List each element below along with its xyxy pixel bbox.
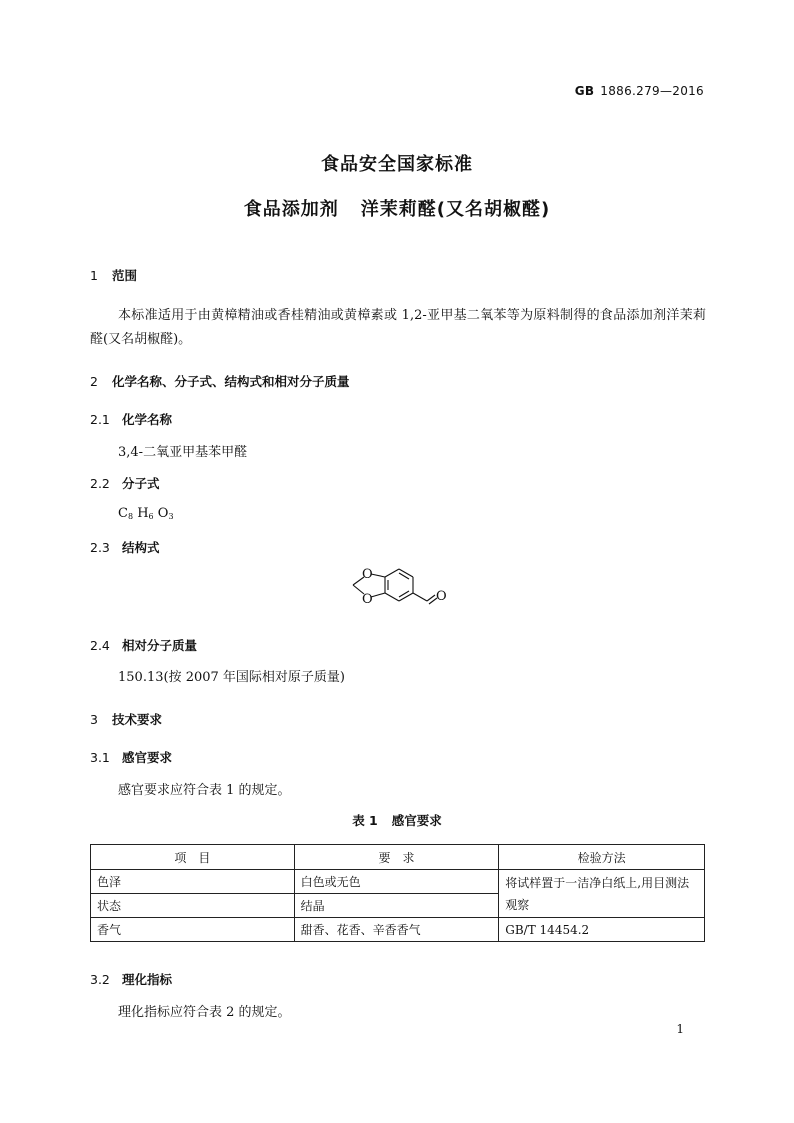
subtitle-substance: 洋茉莉醛(又名胡椒醛) bbox=[360, 199, 551, 220]
standard-code bbox=[575, 84, 704, 98]
structural-formula bbox=[330, 562, 460, 620]
section-2-3-heading: 2.3 结构式 bbox=[90, 540, 160, 555]
table-row bbox=[91, 918, 705, 942]
dioxole-bond bbox=[371, 574, 385, 577]
header-test-method: 检验方法 bbox=[499, 845, 705, 870]
table-row bbox=[91, 870, 705, 894]
table-header-row bbox=[91, 845, 705, 870]
cell-item: 色泽 bbox=[91, 870, 295, 894]
oxygen-atom-label: O bbox=[362, 567, 373, 582]
aldehyde-bond bbox=[413, 593, 427, 601]
standard-number: 1886.279—2016 bbox=[600, 84, 704, 98]
oxygen-atom-label: O bbox=[436, 589, 447, 604]
cell-item: 香气 bbox=[91, 918, 295, 942]
ring-bond bbox=[385, 569, 399, 577]
dioxole-bond bbox=[371, 593, 385, 597]
ring-bond bbox=[399, 593, 413, 601]
header-requirement: 要 求 bbox=[294, 845, 499, 870]
cell-test-method-merged: 将试样置于一洁净白纸上,用目测法观察 bbox=[499, 870, 705, 918]
section-3-1-heading: 3.1 感官要求 bbox=[90, 750, 173, 765]
document-subtitle bbox=[0, 195, 794, 221]
section-2-2-heading: 2.2 分子式 bbox=[90, 476, 160, 491]
section-3-1-text: 感官要求应符合表 1 的规定。 bbox=[118, 783, 291, 798]
section-3-2-heading: 3.2 理化指标 bbox=[90, 972, 173, 987]
molecular-formula: $C_8$ $H_6$ $O_3$ bbox=[118, 506, 174, 521]
section-2-1-heading: 2.1 化学名称 bbox=[90, 412, 173, 427]
section-1-text: 本标准适用于由黄樟精油或香桂精油或黄樟素或 1,2-亚甲基二氧苯等为原料制得的食品添加剂洋茉莉醛(又名胡椒醛)。 bbox=[90, 308, 706, 347]
chemical-name: 3,4-二氧亚甲基苯甲醛 bbox=[118, 445, 248, 460]
section-3-2-text: 理化指标应符合表 2 的规定。 bbox=[118, 1005, 291, 1020]
section-2-4-heading: 2.4 相对分子质量 bbox=[90, 638, 198, 653]
ring-bond bbox=[399, 569, 413, 577]
cell-item: 状态 bbox=[91, 894, 295, 918]
header-item: 项 目 bbox=[91, 845, 295, 870]
document-title: 食品安全国家标准 bbox=[321, 154, 473, 175]
molecular-mass: 150.13(按 2007 年国际相对原子质量) bbox=[118, 670, 345, 685]
standard-prefix: GB bbox=[574, 84, 595, 98]
subtitle-category: 食品添加剂 bbox=[243, 199, 339, 220]
table-1-sensory-requirements bbox=[90, 844, 705, 942]
table-1-caption: 表 1 感官要求 bbox=[352, 813, 442, 828]
section-2-heading: 2 化学名称、分子式、结构式和相对分子质量 bbox=[90, 374, 350, 389]
oxygen-atom-label: O bbox=[362, 592, 373, 607]
section-1-heading: 1 范围 bbox=[90, 268, 138, 283]
cell-requirement: 甜香、花香、辛香香气 bbox=[294, 918, 499, 942]
section-3-heading: 3 技术要求 bbox=[90, 712, 163, 727]
cell-requirement: 结晶 bbox=[294, 894, 499, 918]
ring-bond bbox=[385, 593, 399, 601]
page-number: 1 bbox=[676, 1022, 684, 1036]
cell-test-method: GB/T 14454.2 bbox=[499, 918, 705, 942]
cell-requirement: 白色或无色 bbox=[294, 870, 499, 894]
